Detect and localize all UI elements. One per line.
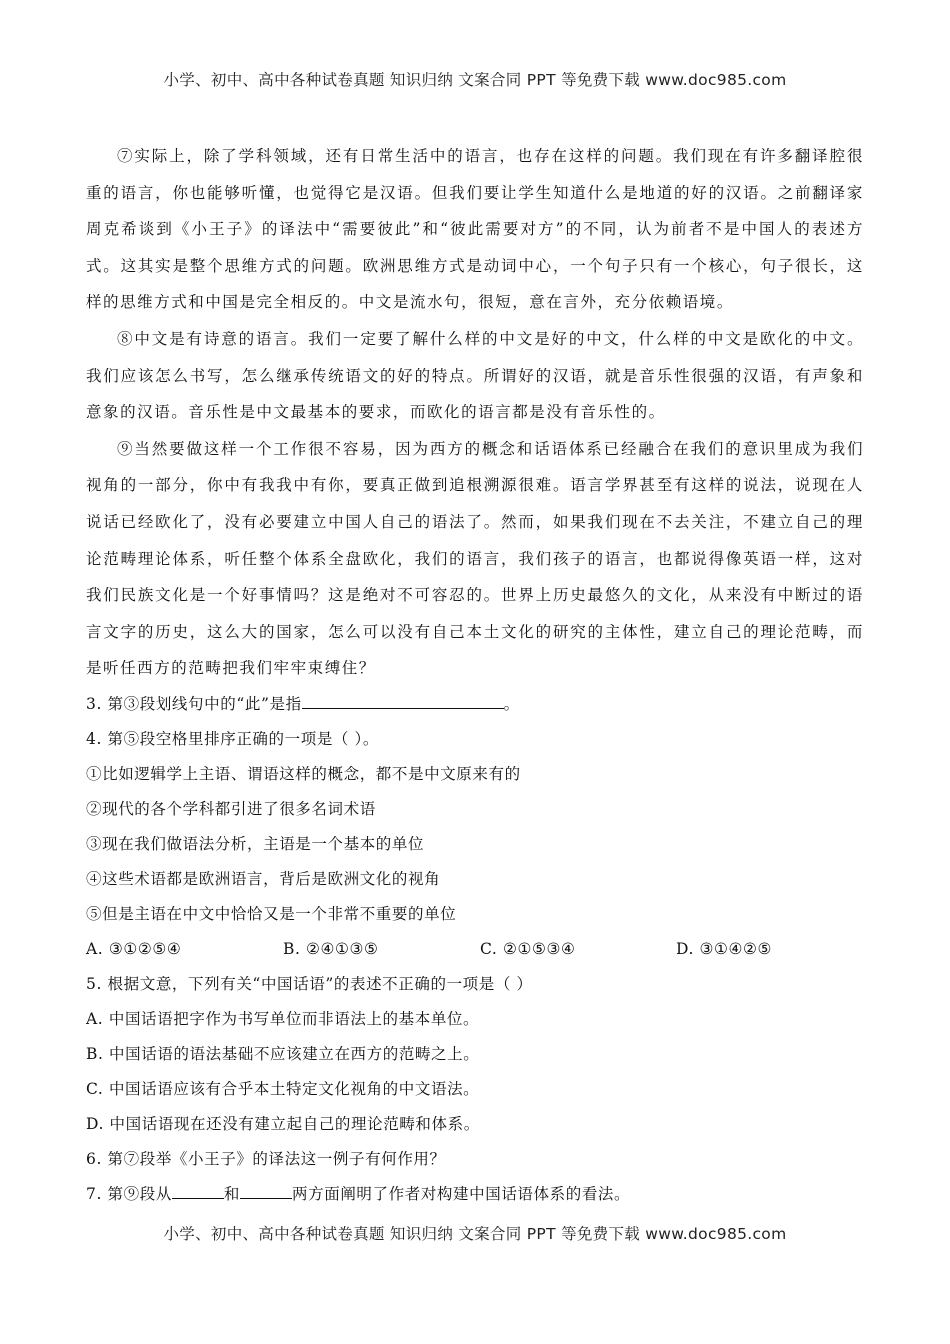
- q5-option-c: C. 中国话语应该有合乎本土特定文化视角的中文语法。: [86, 1079, 480, 1098]
- paragraph-8: ⑧中文是有诗意的语言。我们一定要了解什么样的中文是好的中文，什么样的中文是欧化的中文。我们应该怎么书写，怎么继承传统语文的好的特点。所谓好的汉语，就是音乐性很强的汉语，有声象和意象的汉语。音乐性是中文最基本的要求，而欧化的语言都是没有音乐性的。: [86, 329, 864, 422]
- page-header-watermark: 小学、初中、高中各种试卷真题 知识归纳 文案合同 PPT 等免费下载 www.doc985.com: [163, 71, 787, 89]
- question-7-part3: 两方面阐明了作者对构建中国话语体系的看法。: [292, 1184, 631, 1203]
- question-3-text: 3. 第③段划线句中的“此”是指: [86, 694, 302, 713]
- question-6: 6. 第⑦段举《小王子》的译法这一例子有何作用？: [86, 1149, 446, 1168]
- answer-blank: [302, 692, 504, 709]
- q4-choice-c: C. ②①⑤③④: [480, 939, 576, 958]
- paragraph-7: ⑦实际上，除了学科领域，还有日常生活中的语言，也存在这样的问题。我们现在有许多翻译腔很重的语言，你也能够听懂，也觉得它是汉语。但我们要让学生知道什么是地道的好的汉语。之前翻译家周克希谈到《小王子》的译法中“需要彼此”和“彼此需要对方”的不同，认为前者不是中国人的表述方式。这其实是整个思维方式的问题。欧洲思维方式是动词中心，一个句子只有一个核心，句子很长，这样的思维方式和中国是完全相反的。中文是流水句，很短，意在言外，充分依赖语境。: [86, 147, 864, 312]
- q4-item-2: ②现代的各个学科都引进了很多名词术语: [86, 799, 376, 818]
- q4-choice-b: B. ②④①③⑤: [283, 939, 379, 958]
- exam-content: [86, 138, 864, 1212]
- q4-item-1: ①比如逻辑学上主语、谓语这样的概念，都不是中文原来有的: [86, 764, 521, 783]
- q4-item-5: ⑤但是主语在中文中恰恰又是一个非常不重要的单位: [86, 904, 457, 923]
- question-3-end: 。: [503, 694, 520, 713]
- question-3: [86, 687, 864, 722]
- question-4-stem: 4. 第⑤段空格里排序正确的一项是（ ）。: [86, 729, 379, 748]
- q5-option-b: B. 中国话语的语法基础不应该建立在西方的范畴之上。: [86, 1044, 480, 1063]
- answer-blank: [240, 1182, 292, 1199]
- question-5-stem: 5. 根据文意，下列有关“中国话语”的表述不正确的一项是（ ）: [86, 974, 533, 993]
- q4-choice-a: A. ③①②⑤④: [86, 939, 182, 958]
- paragraph-9: ⑨当然要做这样一个工作很不容易，因为西方的概念和话语体系已经融合在我们的意识里成为我们视角的一部分，你中有我我中有你，要真正做到追根溯源很难。语言学界甚至有这样的说法，说现在人说话已经欧化了，没有必要建立中国人自己的语法了。然而，如果我们现在不去关注，不建立自己的理论范畴理论体系，听任整个体系全盘欧化，我们的语言，我们孩子的语言，也都说得像英语一样，这对我们民族文化是一个好事情吗？这是绝对不可容忍的。世界上历史最悠久的文化，从来没有中断过的语言文字的历史，这么大的国家，怎么可以没有自己本土文化的研究的主体性，建立自己的理论范畴，而是听任西方的范畴把我们牢牢束缚住？: [86, 439, 864, 678]
- q4-item-3: ③现在我们做语法分析，主语是一个基本的单位: [86, 834, 425, 853]
- question-7-part1: 7. 第⑨段从: [86, 1184, 172, 1203]
- q4-item-4: ④这些术语都是欧洲语言，背后是欧洲文化的视角: [86, 869, 441, 888]
- q4-choice-d: D. ③①④②⑤: [676, 939, 773, 958]
- question-7: [86, 1177, 864, 1212]
- question-4-choices: [86, 932, 864, 967]
- question-7-part2: 和: [223, 1184, 241, 1203]
- q5-option-a: A. 中国话语把字作为书写单位而非语法上的基本单位。: [86, 1009, 480, 1028]
- q5-option-d: D. 中国话语现在还没有建立起自己的理论范畴和体系。: [86, 1114, 480, 1133]
- page-footer-watermark: 小学、初中、高中各种试卷真题 知识归纳 文案合同 PPT 等免费下载 www.doc985.com: [163, 1225, 787, 1243]
- answer-blank: [172, 1182, 224, 1199]
